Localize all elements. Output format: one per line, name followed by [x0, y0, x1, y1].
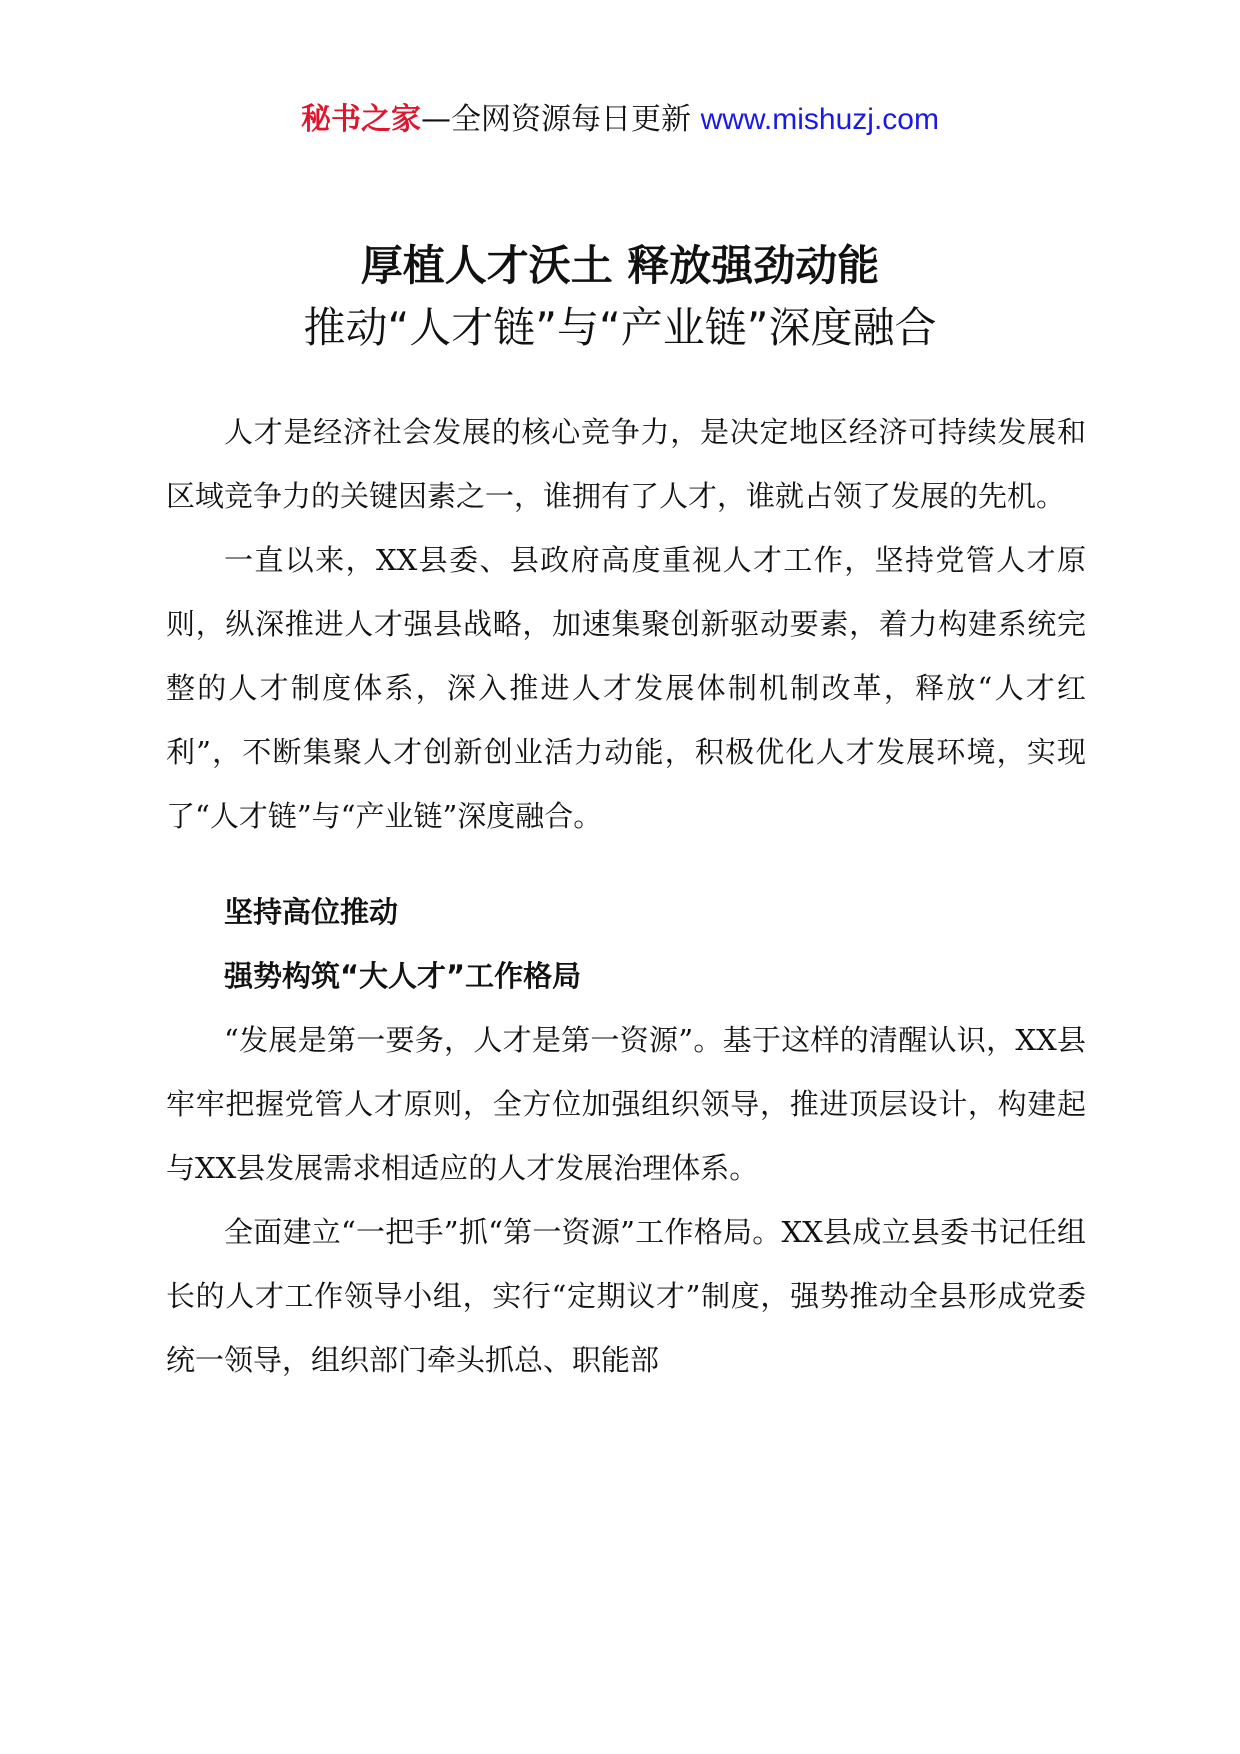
- body-paragraph: 一直以来，XX县委、县政府高度重视人才工作，坚持党管人才原则，纵深推进人才强县战略，加速集聚创新驱动要素，着力构建系统完整的人才制度体系，深入推进人才发展体制机制改革，释放“人才红利”，不断集聚人才创新创业活力动能，积极优化人才发展环境，实现了“人才链”与“产业链”深度融合。: [166, 543, 1086, 833]
- section-spacer: [166, 848, 1086, 880]
- document-title: 厚植人才沃土 释放强劲动能: [360, 241, 880, 290]
- body-paragraph: “发展是第一要务，人才是第一资源”。基于这样的清醒认识，XX县牢牢把握党管人才原则，全方位加强组织领导，推进顶层设计，构建起与XX县发展需求相适应的人才发展治理体系。: [166, 1023, 1086, 1185]
- body-paragraph: 全面建立“一把手”抓“第一资源”工作格局。XX县成立县委书记任组长的人才工作领导小组，实行“定期议才”制度，强势推动全县形成党委统一领导，组织部门牵头抓总、职能部: [166, 1215, 1086, 1377]
- document-body: [166, 400, 1086, 1392]
- site-brand: 秘书之家: [301, 102, 422, 137]
- site-tagline: —全网资源每日更新: [421, 102, 692, 137]
- section-subheading: 强势构筑“大人才”工作格局: [224, 959, 582, 993]
- site-url-link[interactable]: www.mishuzj.com: [700, 103, 939, 136]
- body-paragraph: 人才是经济社会发展的核心竞争力，是决定地区经济可持续发展和区域竞争力的关键因素之一，谁拥有了人才，谁就占领了发展的先机。: [166, 415, 1086, 513]
- document-subtitle: 推动“人才链”与“产业链”深度融合: [303, 303, 937, 352]
- section-heading: 坚持高位推动: [224, 895, 399, 929]
- site-header: [0, 98, 1240, 142]
